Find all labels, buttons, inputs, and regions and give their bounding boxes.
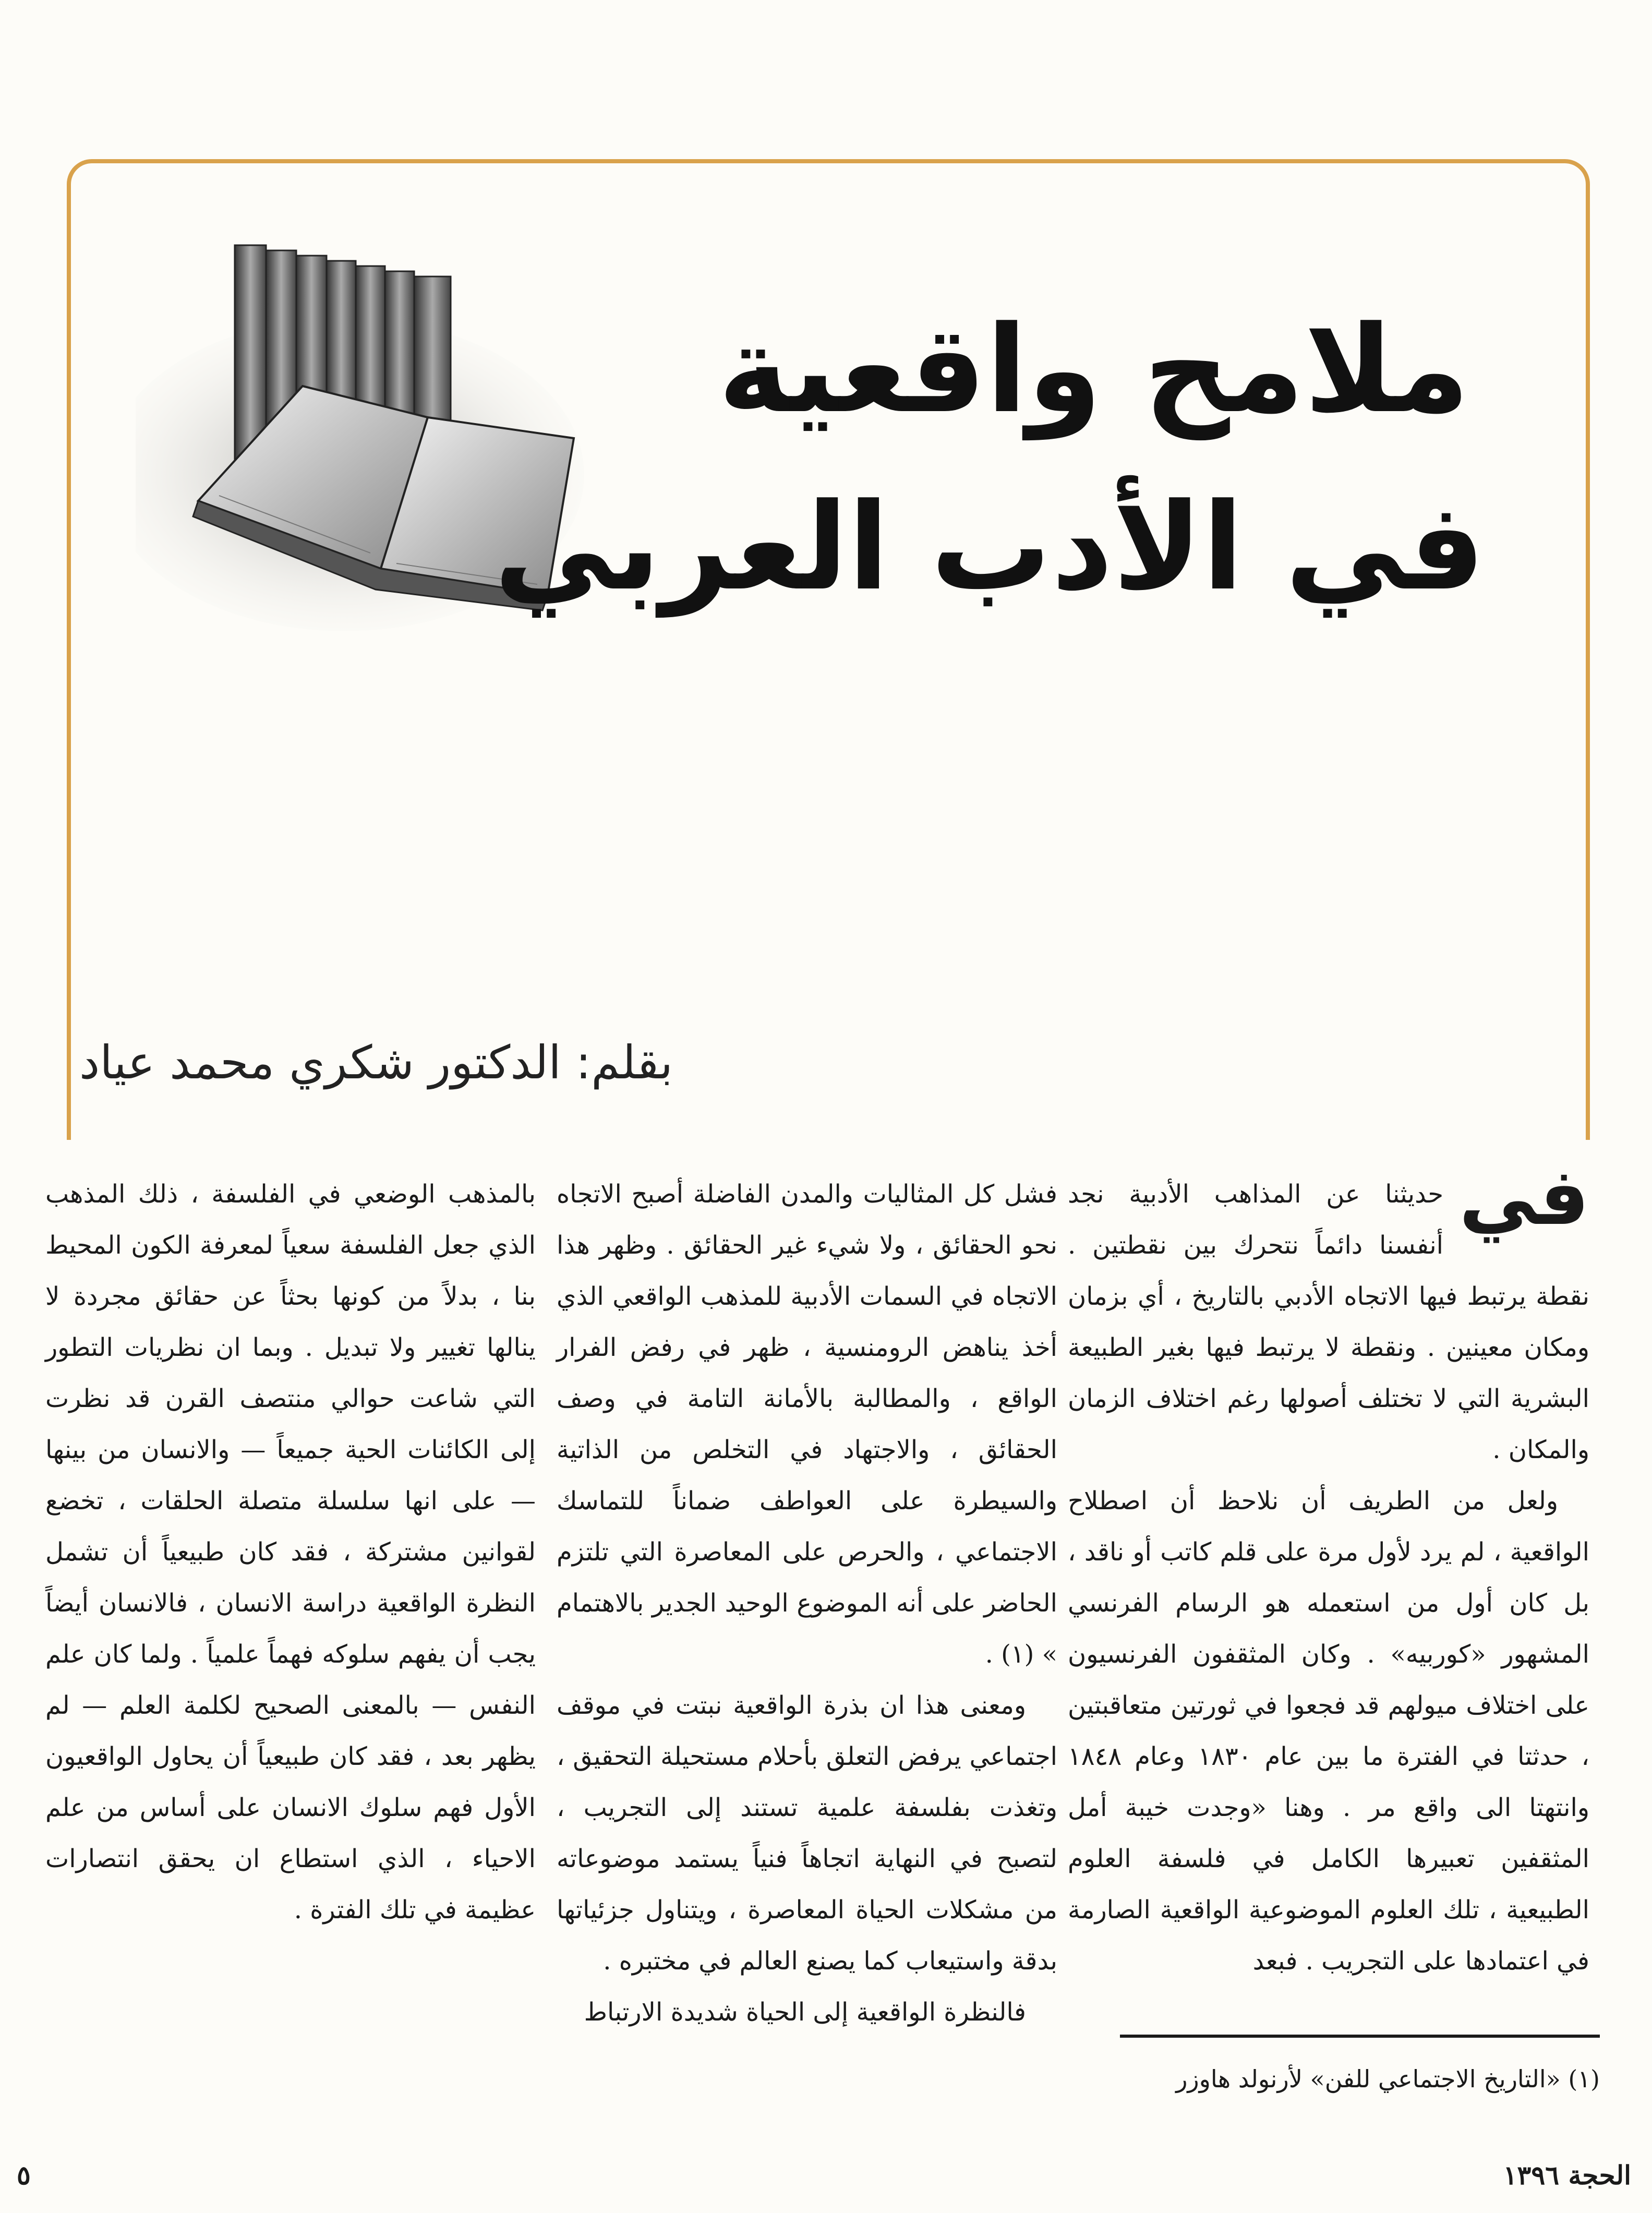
footnote-divider bbox=[1120, 2035, 1600, 2038]
column-left bbox=[45, 1169, 536, 1935]
page-number: ٥ bbox=[17, 2160, 31, 2191]
paragraph: فالنظرة الواقعية إلى الحياة شديدة الارتباط bbox=[584, 1998, 1026, 2027]
drop-cap: في bbox=[1459, 1152, 1589, 1243]
paragraph: ولعل من الطريف أن نلاحظ أن اصطلاح الواقعية ، لم يرد لأول مرة على قلم كاتب أو ناقد ، بل كان أول من استعمله هو الرسام الفرنسي المشهور «كوربيه» . وكان المثقفون الفرنسيون على اختلاف ميولهم قد فجعوا في ثورتين متعاقبتين ، حدثتا في الفترة ما بين عام ١٨٣٠ وعام ١٨٤٨ وانتهتا الى واقع مر . وهنا «وجدت خيبة أمل المثقفين تعبيرها الكامل في فلسفة العلوم الطبيعية ، تلك العلوم الموضوعية الواقعية الصارمة في اعتمادها على التجريب . فبعد bbox=[1068, 1486, 1590, 1976]
paragraph: حديثنا عن المذاهب الأدبية نجد أنفسنا دائماً نتحرك بين نقطتين . نقطة يرتبط فيها الاتجاه الأدبي بالتاريخ ، أي بزمان ومكان معينين . ونقطة لا يرتبط فيها بغير الطبيعة البشرية التي لا تختلف أصولها رغم اختلاف الزمان والمكان . bbox=[1068, 1180, 1589, 1464]
paragraph: بالمذهب الوضعي في الفلسفة ، ذلك المذهب الذي جعل الفلسفة سعياً لمعرفة الكون المحيط بنا ، بدلاً من كونها بحثاً عن حقائق مجردة لا ينالها تغيير ولا تبديل . وبما ان نظريات التطور التي شاعت حوالي منتصف القرن قد نظرت إلى الكائنات الحية جميعاً — والانسان من بينها — على انها سلسلة متصلة الحلقات ، تخضع لقوانين مشتركة ، فقد كان طبيعياً أن تشمل النظرة الواقعية دراسة الانسان ، فالانسان أيضاً يجب أن يفهم سلوكه فهماً علمياً . ولما كان علم النفس — بالمعنى الصحيح لكلمة العلم — لم يظهر بعد ، فقد كان طبيعياً أن يحاول الواقعيون الأول فهم سلوك الانسان على أساس من علم الاحياء ، الذي استطاع ان يحقق انتصارات عظيمة في تلك الفترة . bbox=[45, 1180, 536, 1925]
column-middle bbox=[557, 1169, 1057, 2038]
column-right bbox=[1068, 1152, 1590, 1987]
author-byline: بقلم: الدكتور شكري محمد عياد bbox=[79, 1036, 673, 1089]
title-line-2: في الأدب العربي bbox=[494, 478, 1485, 617]
article-title bbox=[494, 282, 1485, 636]
footnote: (١) «التاريخ الاجتماعي للفن» لأرنولد هاوزر bbox=[1176, 2065, 1600, 2093]
paragraph: ومعنى هذا ان بذرة الواقعية نبتت في موقف اجتماعي يرفض التعلق بأحلام مستحيلة التحقيق ، وتغذت بفلسفة علمية تستند إلى التجريب ، لتصبح في النهاية اتجاهاً فنياً يستمد موضوعاته من مشكلات الحياة المعاصرة ، ويتناول جزئياتها بدقة واستيعاب كما يصنع العالم في مختبره . bbox=[557, 1691, 1057, 1976]
issue-label: الحجة ١٣٩٦ bbox=[1503, 2160, 1631, 2191]
title-line-1: ملامح واقعية bbox=[718, 300, 1470, 440]
paragraph: فشل كل المثاليات والمدن الفاضلة أصبح الاتجاه نحو الحقائق ، ولا شيء غير الحقائق . وظهر هذا الاتجاه في السمات الأدبية للمذهب الواقعي الذي أخذ يناهض الرومنسية ، ظهر في رفض الفرار الواقع ، والمطالبة بالأمانة التامة في وصف الحقائق ، والاجتهاد في التخلص من الذاتية والسيطرة على العواطف ضماناً للتماسك الاجتماعي ، والحرص على المعاصرة التي تلتزم الحاضر على أنه الموضوع الوحيد الجدير بالاهتمام » (١) . bbox=[557, 1180, 1057, 1669]
